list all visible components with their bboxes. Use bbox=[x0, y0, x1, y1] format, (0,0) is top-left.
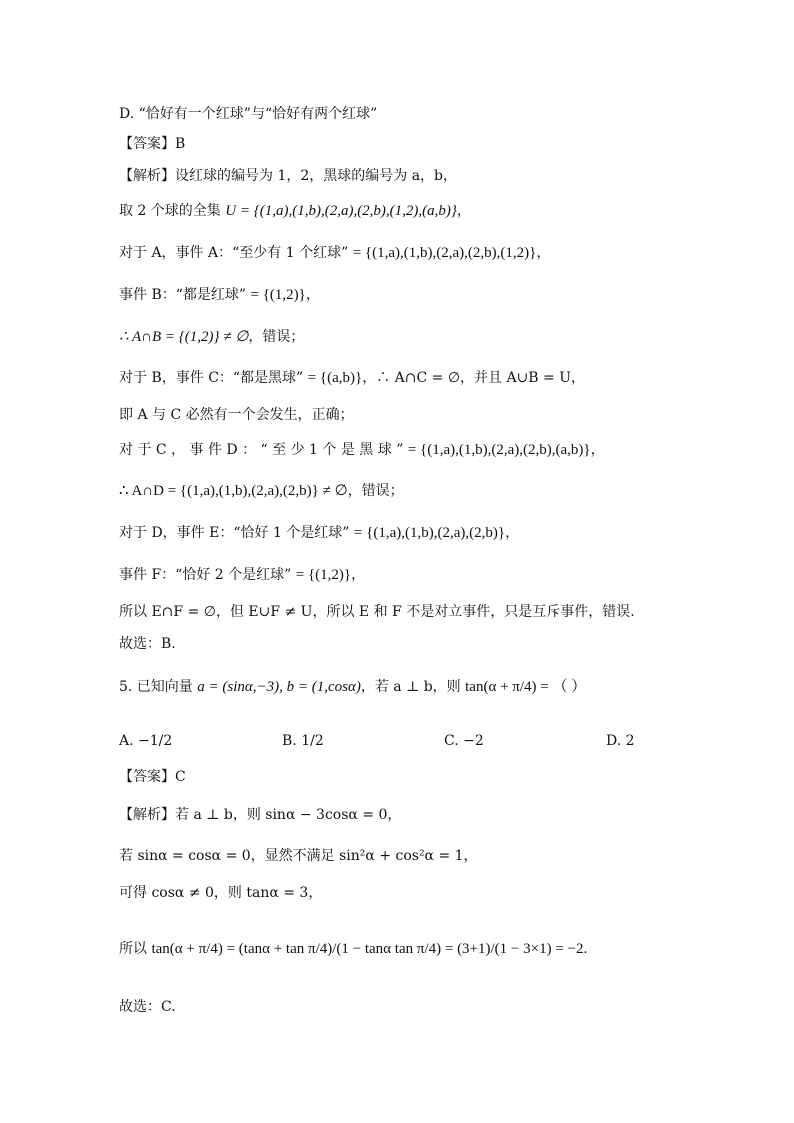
text-segment: ，错误； bbox=[248, 329, 305, 345]
formula: = {(a,b)} bbox=[307, 370, 363, 386]
solution-line-4 bbox=[119, 939, 587, 959]
a-and-b-line bbox=[119, 327, 304, 347]
text-segment: ，若 a ⊥ b，则 bbox=[360, 679, 461, 695]
question-formula: tan(α + π/4) = （ ） bbox=[465, 679, 587, 695]
event-b-line: 事件 B：“都是红球” = {(1,2)}， bbox=[119, 287, 320, 303]
choice-c: C. −2 bbox=[444, 733, 484, 749]
formula: ∴ A∩D = {(1,a),(1,b),(2,a),(2,b)} ≠ ∅ bbox=[119, 483, 348, 499]
formula: = {(1,2)} bbox=[295, 567, 352, 583]
text-segment: 所以 bbox=[119, 941, 147, 957]
text-segment: 对于 D，事件 E：“恰好 1 个是红球” bbox=[119, 525, 350, 541]
option-d-line: D. “恰好有一个红球”与“恰好有两个红球” bbox=[119, 106, 378, 122]
text-segment: 事件 F：“恰好 2 个是红球” bbox=[119, 567, 292, 583]
solution-line-3: 可得 cosα ≠ 0，则 tanα = 3， bbox=[119, 885, 323, 901]
event-c-line bbox=[119, 368, 585, 388]
event-e-line: 对于 D，事件 E：“恰好 1 个是红球” = {(1,a),(1,b),(2,a),(2,b)}， bbox=[119, 525, 520, 541]
text-segment: 对于 B，事件 C：“都是黑球” bbox=[119, 370, 304, 386]
text-segment: 对于 A，事件 A：“至少有 1 个红球” bbox=[119, 245, 349, 261]
formula: = {(1,a),(1,b),(2,a),(2,b)} bbox=[353, 525, 506, 541]
text-segment: 5. 已知向量 bbox=[119, 679, 193, 695]
text-segment: ，错误； bbox=[347, 483, 404, 499]
event-f-line: 事件 F：“恰好 2 个是红球” = {(1,2)}， bbox=[119, 567, 366, 583]
choice-d: D. 2 bbox=[606, 733, 635, 749]
solution-line-2: 若 sinα = cosα = 0，显然不满足 sin²α + cos²α = 1， bbox=[119, 848, 478, 864]
question-5 bbox=[119, 677, 586, 697]
formula: = {(1,a),(1,b),(2,a),(2,b),(1,2)} bbox=[352, 245, 537, 261]
analysis-intro: 【解析】设红球的编号为 1，2，黑球的编号为 a，b， bbox=[119, 168, 458, 184]
choice-a: A. −1/2 bbox=[119, 733, 173, 749]
text-segment: 取 2 个球的全集 bbox=[119, 203, 221, 219]
solution-line-1: 【解析】若 a ⊥ b，则 sinα − 3cosα = 0， bbox=[119, 807, 402, 823]
event-d-line: 对 于 C ， 事 件 D ： “ 至 少 1 个 是 黑 球 ” = {(1,a),(1,b),(2,a),(2,b),(a,b)}， bbox=[119, 442, 605, 458]
vector-formula: a = (sinα,−3), b = (1,cosα) bbox=[197, 679, 361, 695]
formula: ∴ A∩B = {(1,2)} ≠ ∅ bbox=[119, 329, 249, 345]
formula: U = {(1,a),(1,b),(2,a),(2,b),(1,2),(a,b)} bbox=[225, 203, 457, 219]
choose-b: 故选：B. bbox=[119, 636, 176, 652]
conclusion-b-line: 即 A 与 C 必然有一个会发生，正确； bbox=[119, 407, 354, 423]
text-segment: ，∴ A∩C = ∅，并且 A∪B = U， bbox=[362, 370, 586, 386]
e-f-conclusion: 所以 E∩F = ∅，但 E∪F ≠ U，所以 E 和 F 不是对立事件，只是互斥事件，错误. bbox=[119, 604, 635, 620]
event-a-line: 对于 A，事件 A：“至少有 1 个红球” = {(1,a),(1,b),(2,a),(2,b),(1,2)}， bbox=[119, 245, 551, 261]
tan-sum-formula: tan(α + π/4) = (tanα + tan π/4)/(1 − tanα tan π/4) = (3+1)/(1 − 3×1) = −2. bbox=[151, 941, 588, 957]
choice-b: B. 1/2 bbox=[282, 733, 324, 749]
answer-5-label: 【答案】C bbox=[119, 769, 186, 785]
choose-c: 故选：C. bbox=[119, 999, 176, 1015]
a-and-d-line bbox=[119, 481, 404, 501]
formula: = {(1,2)} bbox=[250, 287, 306, 303]
answer-label: 【答案】B bbox=[119, 136, 186, 152]
text-segment: 对 于 C ， 事 件 D ： “ 至 少 1 个 是 黑 球 ” bbox=[119, 442, 404, 458]
universal-set-line: 取 2 个球的全集 U = {(1,a),(1,b),(2,a),(2,b),(1,2),(a,b)}， bbox=[119, 203, 471, 219]
text-segment: 事件 B：“都是红球” bbox=[119, 287, 247, 303]
formula: = {(1,a),(1,b),(2,a),(2,b),(a,b)} bbox=[407, 442, 591, 458]
